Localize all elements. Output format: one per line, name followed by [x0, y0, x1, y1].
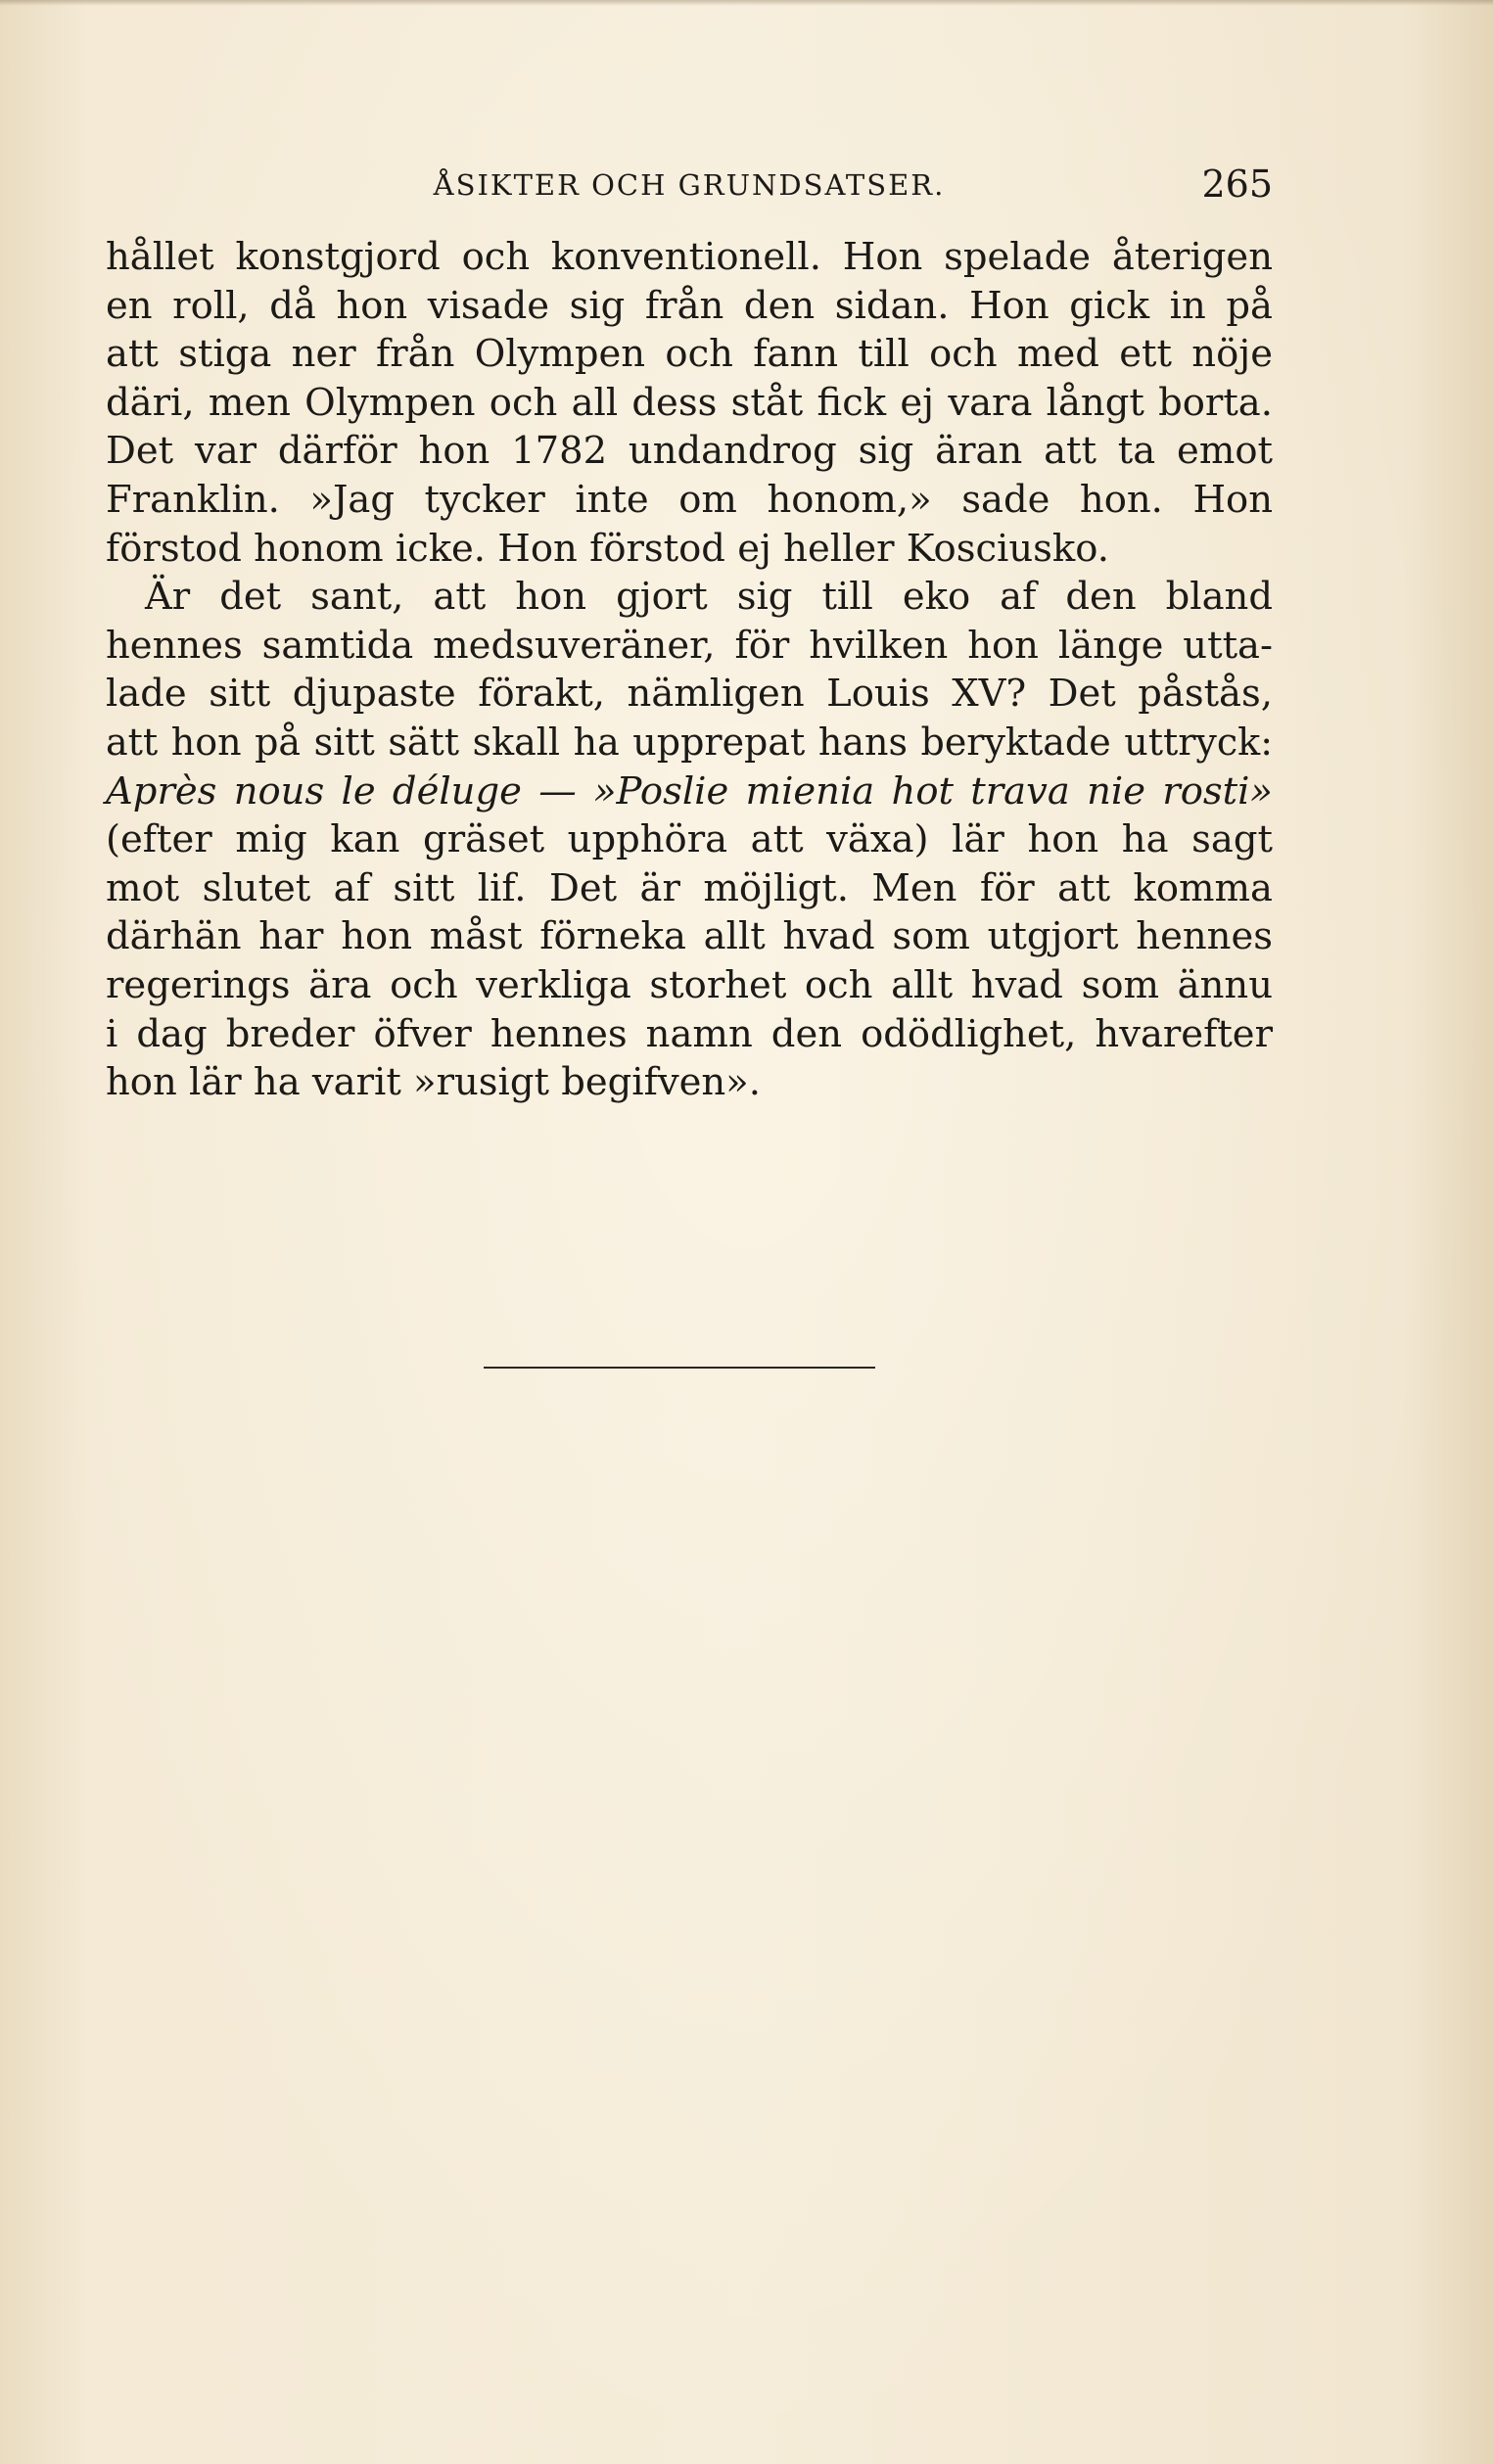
text-line: (efter mig kan gräset upphöra att växa) lär hon ha sagt	[106, 817, 1273, 862]
text-line: i dag breder öfver hennes namn den odödlighet, hvarefter	[106, 1011, 1273, 1056]
page-top-edge	[0, 0, 1493, 6]
text-line: Franklin. »Jag tycker inte om honom,» sade hon. Hon	[106, 477, 1273, 522]
text-line: däri, men Olympen och all dess ståt fick ej vara långt borta.	[106, 380, 1273, 425]
text-line: att stiga ner från Olympen och fann till och med ett nöje	[106, 332, 1273, 377]
text-line: att hon på sitt sätt skall ha upprepat hans beryktade uttryck:	[106, 720, 1273, 764]
section-end-rule	[484, 1367, 875, 1369]
text-line: en roll, då hon visade sig från den sidan. Hon gick in på	[106, 283, 1273, 328]
body-text	[106, 233, 1273, 1107]
running-head: ÅSIKTER OCH GRUNDSATSER.	[433, 168, 946, 202]
text-line: hållet konstgjord och konventionell. Hon spelade återigen	[106, 235, 1273, 279]
text-line: förstod honom icke. Hon förstod ej heller Kosciusko.	[106, 526, 1109, 571]
text-line: mot slutet af sitt lif. Det är möjligt. Men för att komma	[106, 865, 1273, 910]
text-line: Är det sant, att hon gjort sig till eko af den bland	[145, 575, 1273, 620]
text-line: regerings ära och verkliga storhet och allt hvad som ännu	[106, 962, 1273, 1007]
page-number: 265	[1201, 163, 1273, 206]
page-header	[106, 163, 1273, 211]
text-line: hon lär ha varit »rusigt begifven».	[106, 1060, 761, 1105]
text-line: därhän har hon måst förneka allt hvad som utgjort hennes	[106, 914, 1273, 959]
text-line: hennes samtida medsuveräner, för hvilken hon länge utta-	[106, 623, 1273, 668]
text-line: lade sitt djupaste förakt, nämligen Louis XV? Det påstås,	[106, 672, 1273, 717]
text-line: Det var därför hon 1782 undandrog sig äran att ta emot	[106, 429, 1273, 474]
text-line-italic-quote: Après nous le déluge — »Poslie mienia hot trava nie rosti»	[106, 768, 1273, 814]
